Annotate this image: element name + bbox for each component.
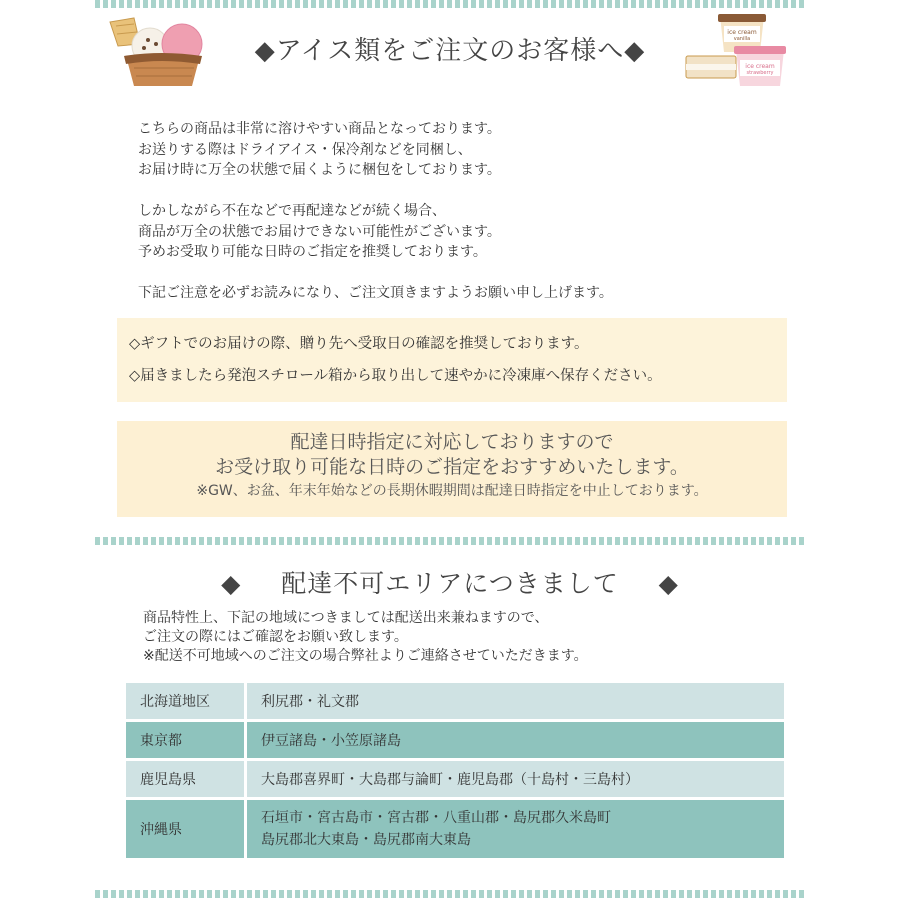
text-line: お送りする際はドライアイス・保冷剤などを同梱し、 — [138, 141, 472, 158]
cities-line: 島尻郡北大東島・島尻郡南大東島 — [261, 832, 471, 848]
area-table — [126, 680, 784, 861]
delivery-box — [117, 421, 787, 517]
top-stripe — [95, 0, 805, 8]
text-line: 商品特性上、下記の地域につきましては配送出来兼ねますので、 — [143, 610, 549, 626]
area-title — [95, 564, 805, 600]
text-line: ご注文の際にはご確認をお願い致します。 — [143, 629, 408, 645]
intro-paragraph-3 — [138, 283, 613, 304]
text-line: お届け時に万全の状態で届くように梱包をしております。 — [138, 162, 501, 178]
middle-stripe — [95, 537, 805, 545]
delivery-note: ※GW、お盆、年末年始などの長期休暇期間は配達日時指定を中止しております。 — [196, 483, 708, 499]
notice-freezer: ◇届きましたら発泡スチロール箱から取り出して速やかに冷凍庫へ保存ください。 — [129, 368, 662, 384]
text-line: 予めお受取り可能な日時のご指定を推奨しております。 — [138, 244, 487, 260]
ice-cream-tubs-icon — [682, 12, 790, 96]
text-line: しかしながら不在などで再配達などが続く場合、 — [138, 203, 446, 219]
intro-paragraph-2 — [138, 201, 501, 263]
cities-line: 石垣市・宮古島市・宮古郡・八重山郡・島尻郡久米島町 — [261, 810, 611, 826]
text-line: 商品が万全の状態でお届けできない可能性がございます。 — [138, 223, 501, 240]
cup-sub-strawberry: strawberry — [746, 70, 774, 76]
notice-gift: ◇ギフトでのお届けの際、贈り先へ受取日の確認を推奨しております。 — [129, 336, 589, 352]
delivery-line-2: お受け取り可能な日時のご指定をおすすめいたします。 — [215, 456, 689, 478]
cup-label-vanilla: ice cream — [727, 29, 757, 36]
cities-cell — [244, 800, 784, 858]
cities-cell: 利尻郡・礼文郡 — [244, 683, 784, 719]
pref-cell: 東京都 — [126, 722, 244, 758]
cities-cell: 大島郡喜界町・大島郡与論町・鹿児島郡（十島村・三島村） — [244, 761, 784, 797]
area-description — [143, 609, 588, 666]
text-line: こちらの商品は非常に溶けやすい商品となっております。 — [138, 121, 501, 137]
table-row — [126, 683, 784, 719]
pref-cell: 北海道地区 — [126, 683, 244, 719]
table-row — [126, 722, 784, 758]
cup-sub-vanilla: vanilla — [733, 36, 751, 42]
diamond-left-icon: ◆ — [221, 569, 242, 598]
cup-label-strawberry: ice cream — [745, 63, 775, 70]
diamond-right-icon: ◆ — [658, 569, 679, 598]
intro-paragraph-1 — [138, 119, 501, 181]
notice-box — [117, 318, 787, 402]
area-title-text: 配達不可エリアにつきまして — [281, 569, 619, 598]
pref-cell: 鹿児島県 — [126, 761, 244, 797]
pref-cell: 沖縄県 — [126, 800, 244, 858]
text-line: ※配送不可地域へのご注文の場合弊社よりご連絡させていただきます。 — [143, 648, 588, 664]
cities-cell: 伊豆諸島・小笠原諸島 — [244, 722, 784, 758]
text-line: 下記ご注意を必ずお読みになり、ご注文頂きますようお願い申し上げます。 — [138, 285, 613, 301]
delivery-line-1: 配達日時指定に対応しておりますので — [290, 431, 614, 453]
bottom-stripe — [95, 890, 805, 898]
page-title: ◆アイス類をご注文のお客様へ◆ — [254, 36, 646, 66]
table-row — [126, 761, 784, 797]
table-row — [126, 800, 784, 858]
